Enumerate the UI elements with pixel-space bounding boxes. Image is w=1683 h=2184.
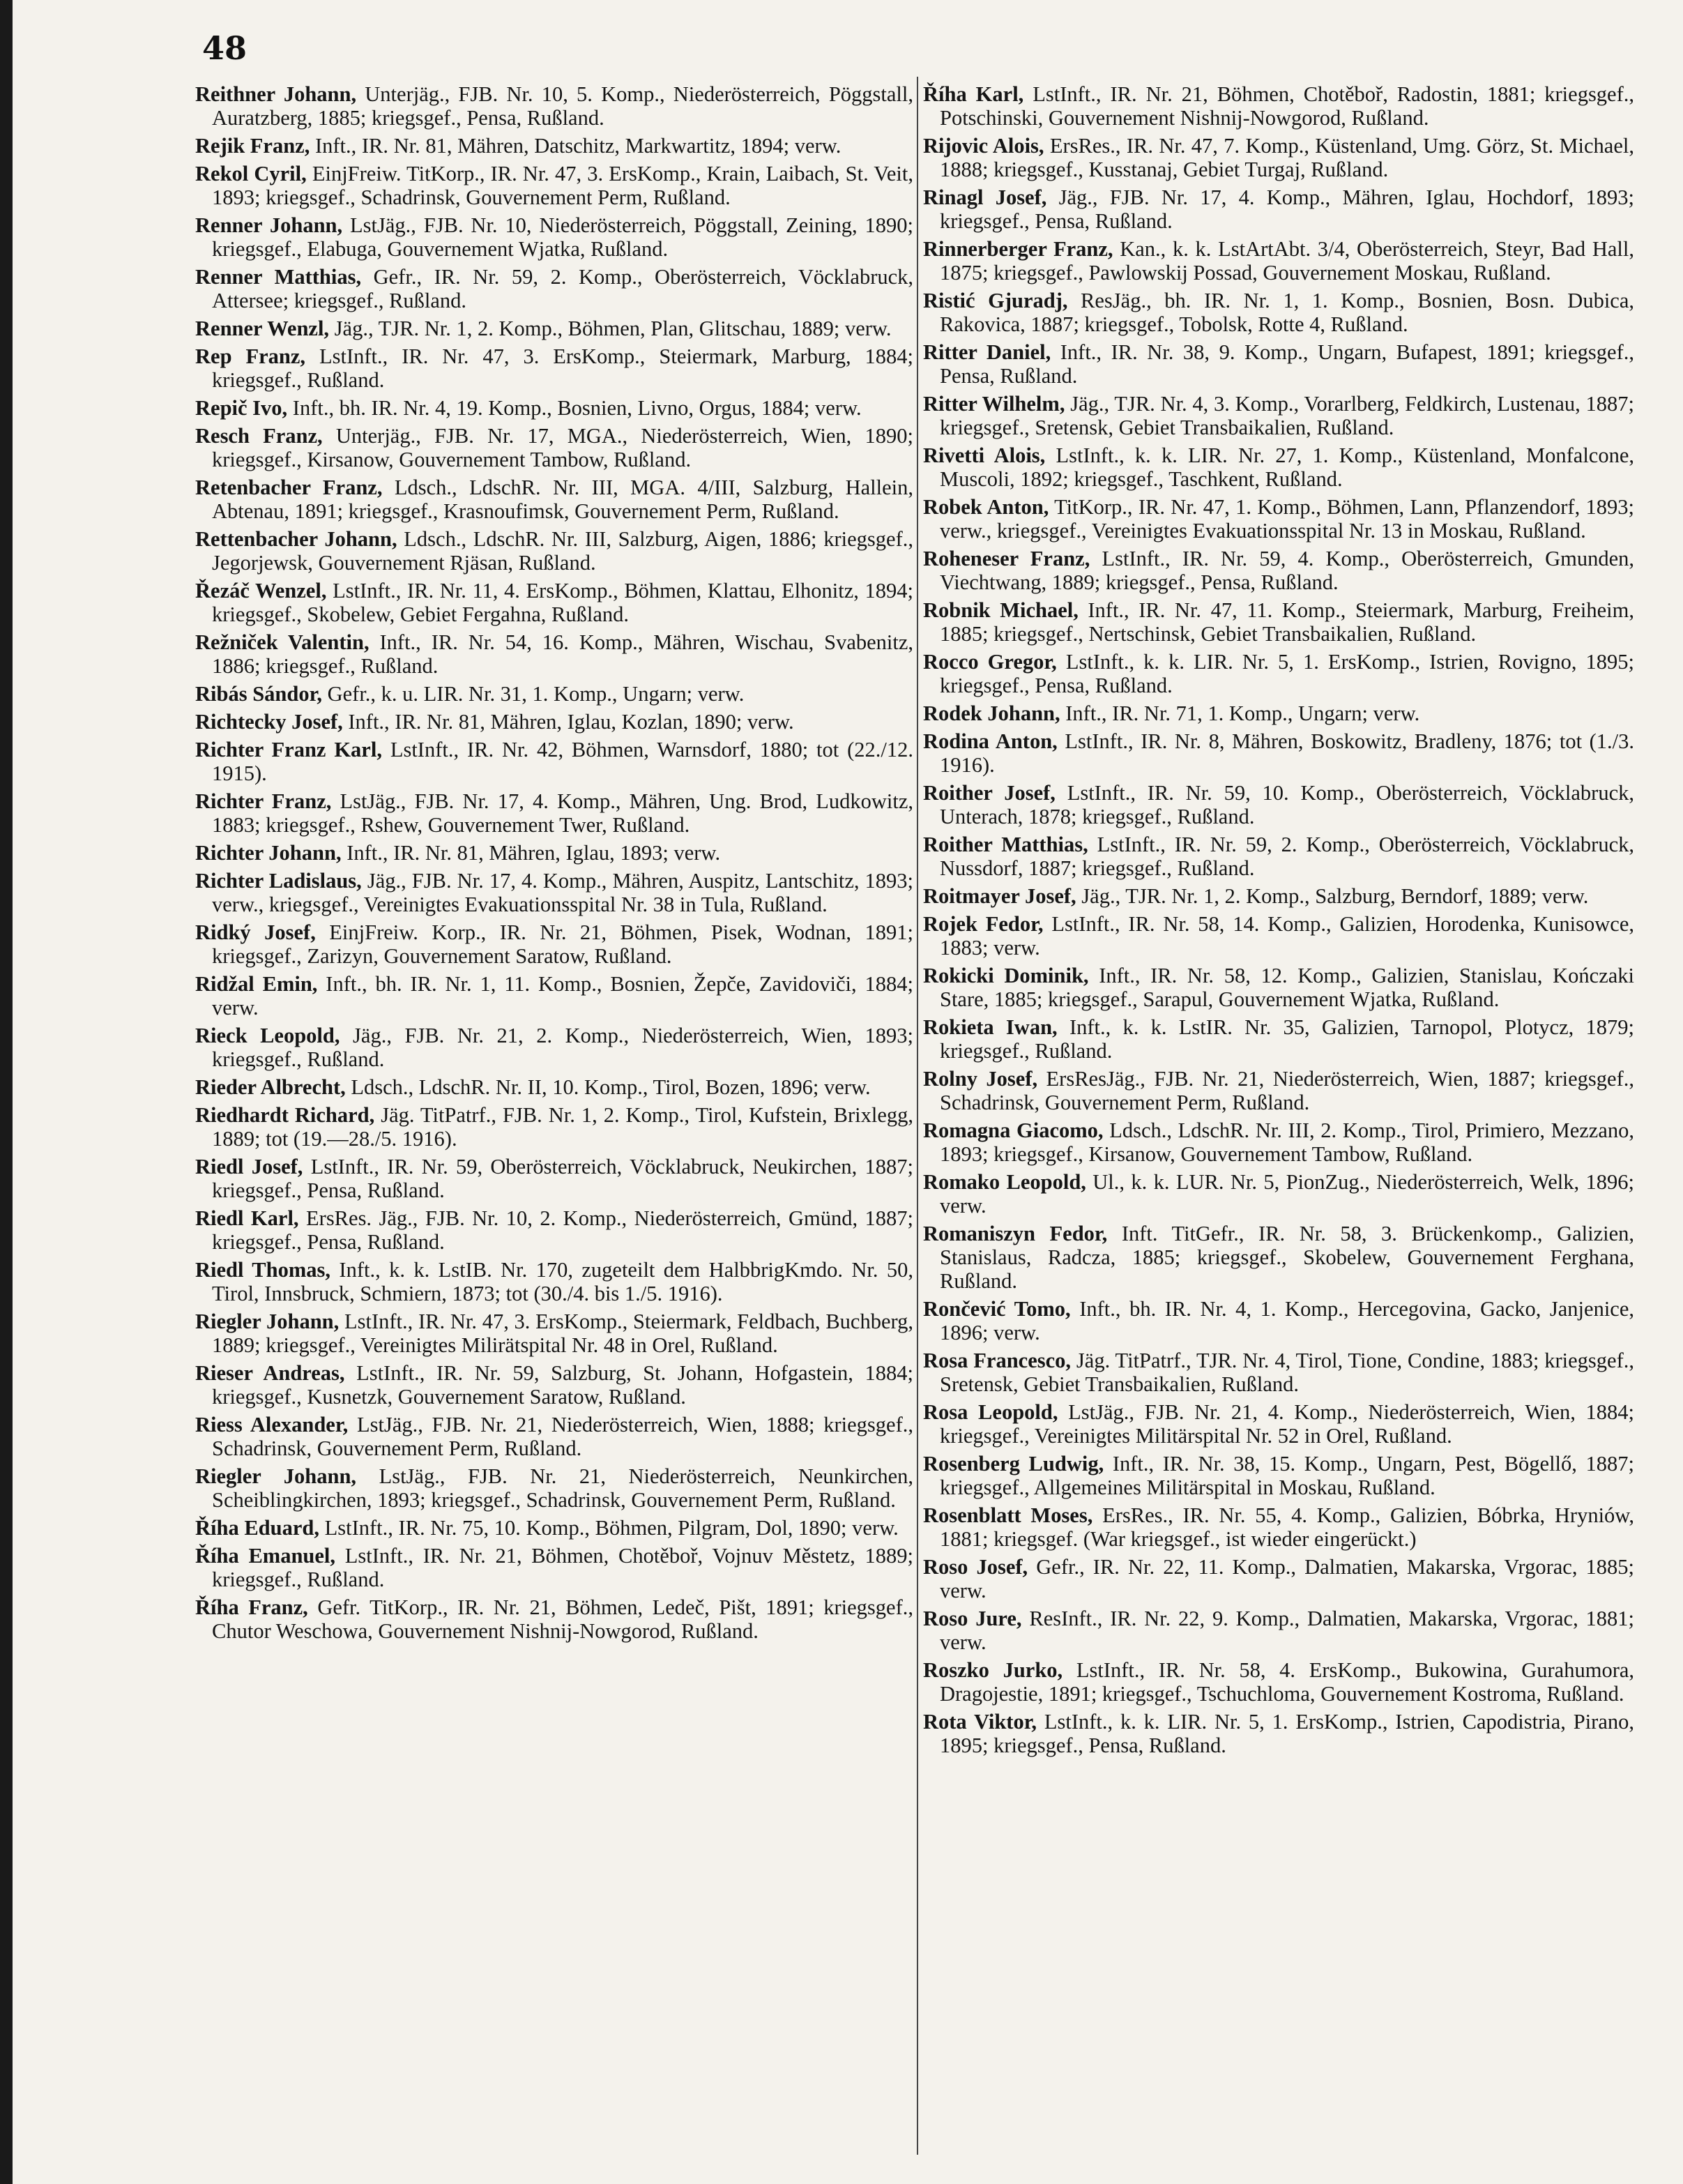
entry-details: EinjFreiw. Korp., IR. Nr. 21, Böhmen, Pisek, Wodnan, 1891; kriegsgef., Zarizyn, Gouvernement Saratow, Rußland. — [212, 920, 913, 968]
entry-name: Ridký Josef, — [195, 920, 316, 944]
entry-details: Inft., bh. IR. Nr. 4, 19. Komp., Bosnien, Livno, Orgus, 1884; verw. — [287, 396, 862, 420]
entry-details: LstInft., IR. Nr. 59, Oberösterreich, Vöcklabruck, Neukirchen, 1887; kriegsgef., Pensa, Rußland. — [212, 1155, 913, 1202]
entry-details: LstInft., IR. Nr. 21, Böhmen, Chotěboř, Vojnuv Městetz, 1889; kriegsgef., Rußland. — [212, 1544, 913, 1591]
list-item — [923, 1297, 1634, 1344]
list-item — [195, 265, 913, 312]
entry-details: LstJäg., FJB. Nr. 10, Niederösterreich, Pöggstall, Zeining, 1890; kriegsgef., Elabuga, Gouvernement Wjatka, Rußland. — [212, 213, 913, 261]
entry-details: Ldsch., LdschR. Nr. III, MGA. 4/III, Salzburg, Hallein, Abtenau, 1891; kriegsgef., Krasnoufimsk, Gouvernement Perm, Rußland. — [212, 476, 913, 523]
entry-name: Roso Josef, — [923, 1555, 1028, 1579]
list-item — [923, 1452, 1634, 1499]
list-item — [195, 1464, 913, 1512]
entry-details: Kan., k. k. LstArtAbt. 3/4, Oberösterreich, Steyr, Bad Hall, 1875; kriegsgef., Pawlowskij Possad, Gouvernement Moskau, Rußland. — [940, 237, 1634, 285]
list-item — [195, 972, 913, 1019]
entry-name: Rivetti Alois, — [923, 443, 1046, 467]
entry-details: Gefr., IR. Nr. 22, 11. Komp., Dalmatien, Makarska, Vrgorac, 1885; verw. — [940, 1555, 1635, 1602]
list-item — [195, 344, 913, 392]
entry-name: Roitmayer Josef, — [923, 884, 1076, 908]
list-item — [195, 213, 913, 261]
entry-name: Rejik Franz, — [195, 134, 310, 158]
list-item — [195, 1024, 913, 1071]
entry-details: Inft., bh. IR. Nr. 1, 11. Komp., Bosnien, Žepče, Zavidoviči, 1884; verw. — [212, 972, 913, 1019]
entry-details: LstInft., IR. Nr. 75, 10. Komp., Böhmen, Pilgram, Dol, 1890; verw. — [319, 1516, 899, 1540]
entry-name: Rijovic Alois, — [923, 134, 1044, 158]
entry-name: Rep Franz, — [195, 344, 306, 368]
entry-name: Reithner Johann, — [195, 82, 357, 106]
entry-details: Unterjäg., FJB. Nr. 17, MGA., Niederösterreich, Wien, 1890; kriegsgef., Kirsanow, Gouvernement Tambow, Rußland. — [212, 424, 913, 471]
list-item — [923, 185, 1634, 233]
list-item — [195, 476, 913, 523]
entry-name: Režniček Valentin, — [195, 630, 370, 654]
list-item — [195, 1075, 913, 1099]
list-item — [923, 729, 1634, 777]
entry-details: TitKorp., IR. Nr. 47, 1. Komp., Böhmen, Lann, Pflanzendorf, 1893; verw., kriegsgef., Vereinigtes Evakuationsspital Nr. 13 in Moskau, Rußland. — [940, 495, 1634, 543]
entry-details: LstInft., IR. Nr. 59, 10. Komp., Oberösterreich, Vöcklabruck, Unterach, 1878; kriegsgef., Rußland. — [940, 781, 1634, 828]
entry-details: Gefr. TitKorp., IR. Nr. 21, Böhmen, Ledeč, Pišt, 1891; kriegsgef., Chutor Weschowa, Gouvernement Nishnij-Nowgorod, Rußland. — [212, 1595, 913, 1643]
entry-details: EinjFreiw. TitKorp., IR. Nr. 47, 3. ErsKomp., Krain, Laibach, St. Veit, 1893; kriegsgef., Schadrinsk, Gouvernement Perm, Rußland. — [212, 162, 913, 209]
entry-name: Rieder Albrecht, — [195, 1075, 346, 1099]
list-item — [195, 579, 913, 626]
entry-details: LstJäg., FJB. Nr. 21, Niederösterreich, Neunkirchen, Scheiblingkirchen, 1893; kriegsgef., Schadrinsk, Gouvernement Perm, Rußland. — [212, 1464, 913, 1512]
entry-details: LstInft., IR. Nr. 58, 14. Komp., Galizien, Horodenka, Kunisowce, 1883; verw. — [940, 912, 1634, 960]
entry-name: Rolny Josef, — [923, 1067, 1038, 1091]
list-item — [923, 702, 1634, 725]
list-item — [923, 884, 1634, 908]
list-item — [195, 134, 913, 158]
entry-name: Riegler Johann, — [195, 1310, 340, 1333]
entry-details: LstInft., k. k. LIR. Nr. 27, 1. Komp., Küstenland, Monfalcone, Muscoli, 1892; kriegsgef., Taschkent, Rußland. — [940, 443, 1634, 491]
entry-name: Říha Eduard, — [195, 1516, 319, 1540]
list-item — [923, 1658, 1634, 1706]
entry-name: Ribás Sándor, — [195, 682, 322, 706]
entry-details: ErsRes., IR. Nr. 55, 4. Komp., Galizien, Bóbrka, Hryniów, 1881; kriegsgef. (War kriegsgef., ist wieder eingerückt.) — [940, 1503, 1634, 1551]
entry-name: Rota Viktor, — [923, 1710, 1037, 1734]
entry-details: LstInft., IR. Nr. 47, 3. ErsKomp., Steiermark, Marburg, 1884; kriegsgef., Rußland. — [212, 344, 913, 392]
list-item — [195, 1544, 913, 1591]
list-item — [923, 1349, 1634, 1396]
entry-details: Jäg., TJR. Nr. 1, 2. Komp., Salzburg, Berndorf, 1889; verw. — [1076, 884, 1589, 908]
list-item — [923, 392, 1634, 439]
list-item — [195, 630, 913, 678]
entry-details: Inft., IR. Nr. 38, 9. Komp., Ungarn, Bufapest, 1891; kriegsgef., Pensa, Rußland. — [940, 340, 1634, 388]
entry-name: Riedl Thomas, — [195, 1258, 331, 1282]
entry-details: Inft., k. k. LstIB. Nr. 170, zugeteilt dem HalbbrigKmdo. Nr. 50, Tirol, Innsbruck, Schmiern, 1873; tot (30./4. bis 1./5. 1916). — [212, 1258, 913, 1305]
list-item — [923, 833, 1634, 880]
entry-name: Roszko Jurko, — [923, 1658, 1063, 1682]
entry-name: Rončević Tomo, — [923, 1297, 1071, 1321]
entry-details: ErsResJäg., FJB. Nr. 21, Niederösterreich, Wien, 1887; kriegsgef., Schadrinsk, Gouvernement Perm, Rußland. — [940, 1067, 1634, 1114]
list-item — [923, 237, 1634, 285]
entry-details: LstInft., IR. Nr. 42, Böhmen, Warnsdorf, 1880; tot (22./12. 1915). — [212, 738, 913, 785]
entry-name: Rieck Leopold, — [195, 1024, 340, 1047]
entry-name: Richtecky Josef, — [195, 710, 343, 734]
entry-details: Gefr., IR. Nr. 59, 2. Komp., Oberösterreich, Vöcklabruck, Attersee; kriegsgef., Rußland. — [212, 265, 914, 312]
list-item — [923, 1067, 1634, 1114]
entry-name: Robek Anton, — [923, 495, 1049, 519]
list-item — [923, 1118, 1634, 1166]
entry-details: LstInft., k. k. LIR. Nr. 5, 1. ErsKomp., Istrien, Rovigno, 1895; kriegsgef., Pensa, Rußland. — [940, 650, 1634, 697]
entry-name: Říha Franz, — [195, 1595, 308, 1619]
entry-details: ErsRes., IR. Nr. 47, 7. Komp., Küstenland, Umg. Görz, St. Michael, 1888; kriegsgef., Kusstanaj, Gebiet Turgaj, Rußland. — [940, 134, 1634, 181]
entry-details: ErsRes. Jäg., FJB. Nr. 10, 2. Komp., Niederösterreich, Gmünd, 1887; kriegsgef., Pensa, Rußland. — [212, 1206, 914, 1254]
entry-name: Rodina Anton, — [923, 729, 1058, 753]
page-number: 48 — [202, 29, 247, 67]
entry-details: LstInft., IR. Nr. 58, 4. ErsKomp., Bukowina, Gurahumora, Dragojestie, 1891; kriegsgef., Tschuchloma, Gouvernement Kostroma, Rußland. — [940, 1658, 1635, 1706]
list-item — [195, 317, 913, 340]
entry-details: Inft., IR. Nr. 81, Mähren, Datschitz, Markwartitz, 1894; verw. — [310, 134, 842, 158]
entry-name: Riedhardt Richard, — [195, 1103, 375, 1127]
entry-details: Jäg., FJB. Nr. 17, 4. Komp., Mähren, Auspitz, Lantschitz, 1893; verw., kriegsgef., Vereinigtes Evakuationsspital Nr. 38 in Tula, Rußland. — [212, 869, 914, 916]
list-item — [923, 912, 1634, 960]
list-item — [923, 1503, 1634, 1551]
entry-name: Roso Jure, — [923, 1607, 1022, 1630]
column-divider — [917, 77, 918, 2155]
list-item — [195, 1103, 913, 1151]
list-item — [923, 289, 1634, 336]
list-item — [195, 1258, 913, 1305]
left-column — [195, 82, 913, 1647]
entry-name: Renner Wenzl, — [195, 317, 330, 340]
list-item — [923, 1015, 1634, 1063]
entry-details: Jäg., TJR. Nr. 4, 3. Komp., Vorarlberg, Feldkirch, Lustenau, 1887; kriegsgef., Sretensk, Gebiet Transbaikalien, Rußland. — [940, 392, 1634, 439]
list-item — [923, 1710, 1634, 1757]
entry-name: Rodek Johann, — [923, 702, 1060, 725]
entry-name: Rosenberg Ludwig, — [923, 1452, 1104, 1476]
entry-details: Inft., IR. Nr. 81, Mähren, Iglau, 1893; verw. — [341, 841, 721, 865]
entry-details: LstInft., IR. Nr. 8, Mähren, Boskowitz, Bradleny, 1876; tot (1./3. 1916). — [940, 729, 1634, 777]
list-item — [195, 1310, 913, 1357]
entry-name: Rinagl Josef, — [923, 185, 1047, 209]
entry-details: Inft., bh. IR. Nr. 4, 1. Komp., Hercegovina, Gacko, Janjenice, 1896; verw. — [940, 1297, 1634, 1344]
entry-name: Rieser Andreas, — [195, 1361, 345, 1385]
entry-details: Ldsch., LdschR. Nr. III, Salzburg, Aigen, 1886; kriegsgef., Jegorjewsk, Gouvernement Rjäsan, Rußland. — [212, 527, 913, 575]
entry-name: Riedl Josef, — [195, 1155, 303, 1178]
entry-name: Říha Karl, — [923, 82, 1024, 106]
list-item — [923, 134, 1634, 181]
list-item — [923, 964, 1634, 1011]
entry-name: Richter Johann, — [195, 841, 342, 865]
entry-details: LstInft., IR. Nr. 59, Salzburg, St. Johann, Hofgastein, 1884; kriegsgef., Kusnetzk, Gouvernement Saratow, Rußland. — [212, 1361, 913, 1409]
list-item — [195, 527, 913, 575]
entry-details: Inft., k. k. LstIR. Nr. 35, Galizien, Tarnopol, Plotycz, 1879; kriegsgef., Rußland. — [940, 1015, 1635, 1063]
entry-details: LstInft., k. k. LIR. Nr. 5, 1. ErsKomp., Istrien, Capodistria, Pirano, 1895; kriegsgef., Pensa, Rußland. — [940, 1710, 1634, 1757]
entry-details: Gefr., k. u. LIR. Nr. 31, 1. Komp., Ungarn; verw. — [321, 682, 745, 706]
entry-name: Rosa Francesco, — [923, 1349, 1072, 1372]
entry-name: Ridžal Emin, — [195, 972, 318, 996]
list-item — [195, 1413, 913, 1460]
entry-name: Rettenbacher Johann, — [195, 527, 397, 551]
list-item — [195, 396, 913, 420]
list-item — [923, 1607, 1634, 1654]
entry-name: Roither Matthias, — [923, 833, 1088, 856]
entry-details: LstInft., IR. Nr. 59, 4. Komp., Oberösterreich, Gmunden, Viechtwang, 1889; kriegsgef., Pensa, Rußland. — [940, 547, 1634, 594]
entry-name: Ritter Wilhelm, — [923, 392, 1065, 416]
entry-name: Rekol Cyril, — [195, 162, 307, 185]
entry-details: LstJäg., FJB. Nr. 17, 4. Komp., Mähren, Ung. Brod, Ludkowitz, 1883; kriegsgef., Rshew, Gouvernement Twer, Rußland. — [212, 789, 913, 837]
entry-name: Resch Franz, — [195, 424, 323, 448]
document-page — [13, 0, 1683, 2184]
entry-details: Ul., k. k. LUR. Nr. 5, PionZug., Niederösterreich, Welk, 1896; verw. — [940, 1170, 1634, 1218]
list-item — [195, 920, 913, 968]
entry-details: Jäg. TitPatrf., FJB. Nr. 1, 2. Komp., Tirol, Kufstein, Brixlegg, 1889; tot (19.—28./5. 1916). — [212, 1103, 913, 1151]
list-item — [195, 710, 913, 734]
entry-name: Ritter Daniel, — [923, 340, 1051, 364]
entry-details: ResJäg., bh. IR. Nr. 1, 1. Komp., Bosnien, Bosn. Dubica, Rakovica, 1887; kriegsgef., Tobolsk, Rotte 4, Rußland. — [940, 289, 1634, 336]
list-item — [923, 650, 1634, 697]
entry-name: Říha Emanuel, — [195, 1544, 336, 1568]
entry-name: Rocco Gregor, — [923, 650, 1057, 674]
entry-details: LstJäg., FJB. Nr. 21, Niederösterreich, Wien, 1888; kriegsgef., Schadrinsk, Gouvernement Perm, Rußland. — [212, 1413, 913, 1460]
entry-name: Riess Alexander, — [195, 1413, 349, 1436]
list-item — [195, 424, 913, 471]
entry-name: Rosa Leopold, — [923, 1400, 1058, 1424]
list-item — [923, 443, 1634, 491]
entry-details: Jäg., FJB. Nr. 17, 4. Komp., Mähren, Iglau, Hochdorf, 1893; kriegsgef., Pensa, Rußland. — [940, 185, 1635, 233]
entry-name: Romagna Giacomo, — [923, 1118, 1104, 1142]
entry-details: Jäg. TitPatrf., TJR. Nr. 4, Tirol, Tione, Condine, 1883; kriegsgef., Sretensk, Gebiet Transbaikalien, Rußland. — [940, 1349, 1634, 1396]
entry-name: Richter Franz Karl, — [195, 738, 382, 761]
entry-name: Romako Leopold, — [923, 1170, 1086, 1194]
entry-name: Richter Franz, — [195, 789, 332, 813]
entry-name: Riedl Karl, — [195, 1206, 299, 1230]
entry-details: LstInft., IR. Nr. 21, Böhmen, Chotěboř, Radostin, 1881; kriegsgef., Potschinski, Gouvernement Nishnij-Nowgorod, Rußland. — [940, 82, 1635, 130]
entry-details: Ldsch., LdschR. Nr. III, 2. Komp., Tirol, Primiero, Mezzano, 1893; kriegsgef., Kirsanow, Gouvernement Tambow, Rußland. — [940, 1118, 1634, 1166]
list-item — [195, 1361, 913, 1409]
entry-details: Inft. TitGefr., IR. Nr. 58, 3. Brückenkomp., Galizien, Stanislaus, Radcza, 1885; kriegsgef., Skobelew, Gouvernement Ferghana, Rußland. — [940, 1222, 1635, 1293]
list-item — [195, 162, 913, 209]
list-item — [195, 1206, 913, 1254]
entry-name: Riegler Johann, — [195, 1464, 357, 1488]
list-item — [195, 1516, 913, 1540]
list-item — [923, 1222, 1634, 1293]
list-item — [923, 82, 1634, 130]
entry-name: Richter Ladislaus, — [195, 869, 362, 893]
entry-details: Inft., IR. Nr. 54, 16. Komp., Mähren, Wischau, Svabenitz, 1886; kriegsgef., Rußland. — [212, 630, 913, 678]
list-item — [923, 1555, 1634, 1602]
entry-details: Inft., IR. Nr. 81, Mähren, Iglau, Kozlan, 1890; verw. — [342, 710, 794, 734]
right-column — [923, 82, 1634, 1761]
entry-name: Ristić Gjuradj, — [923, 289, 1068, 312]
entry-details: LstInft., IR. Nr. 59, 2. Komp., Oberösterreich, Vöcklabruck, Nussdorf, 1887; kriegsgef., Rußland. — [940, 833, 1634, 880]
list-item — [195, 789, 913, 837]
entry-details: LstInft., IR. Nr. 47, 3. ErsKomp., Steiermark, Feldbach, Buchberg, 1889; kriegsgef., Vereinigtes Milirätspital Nr. 48 in Orel, Rußland. — [212, 1310, 913, 1357]
entry-name: Repič Ivo, — [195, 396, 288, 420]
list-item — [923, 547, 1634, 594]
entry-details: Ldsch., LdschR. Nr. II, 10. Komp., Tirol, Bozen, 1896; verw. — [345, 1075, 871, 1099]
list-item — [923, 598, 1634, 646]
list-item — [923, 781, 1634, 828]
entry-details: LstJäg., FJB. Nr. 21, 4. Komp., Niederösterreich, Wien, 1884; kriegsgef., Vereinigtes Militärspital Nr. 52 in Orel, Rußland. — [940, 1400, 1634, 1448]
list-item — [923, 340, 1634, 388]
entry-name: Rojek Fedor, — [923, 912, 1044, 936]
entry-name: Rinnerberger Franz, — [923, 237, 1113, 261]
entry-details: Jäg., FJB. Nr. 21, 2. Komp., Niederösterreich, Wien, 1893; kriegsgef., Rußland. — [212, 1024, 913, 1071]
list-item — [195, 682, 913, 706]
list-item — [923, 1400, 1634, 1448]
entry-name: Roither Josef, — [923, 781, 1056, 805]
entry-details: Inft., IR. Nr. 38, 15. Komp., Ungarn, Pest, Bögellő, 1887; kriegsgef., Allgemeines Militärspital in Moskau, Rußland. — [940, 1452, 1634, 1499]
list-item — [923, 1170, 1634, 1218]
entry-details: ResInft., IR. Nr. 22, 9. Komp., Dalmatien, Makarska, Vrgorac, 1881; verw. — [940, 1607, 1634, 1654]
entry-details: Inft., IR. Nr. 47, 11. Komp., Steiermark, Marburg, Freiheim, 1885; kriegsgef., Nertschinsk, Gebiet Transbaikalien, Rußland. — [940, 598, 1634, 646]
list-item — [195, 841, 913, 865]
entry-name: Romaniszyn Fedor, — [923, 1222, 1108, 1245]
entry-details: Inft., IR. Nr. 71, 1. Komp., Ungarn; verw. — [1060, 702, 1420, 725]
list-item — [195, 738, 913, 785]
entry-name: Renner Matthias, — [195, 265, 362, 289]
entry-name: Retenbacher Franz, — [195, 476, 383, 499]
entry-details: Jäg., TJR. Nr. 1, 2. Komp., Böhmen, Plan, Glitschau, 1889; verw. — [329, 317, 892, 340]
entry-name: Rokieta Iwan, — [923, 1015, 1058, 1039]
entry-details: LstInft., IR. Nr. 11, 4. ErsKomp., Böhmen, Klattau, Elhonitz, 1894; kriegsgef., Skobelew, Gebiet Fergahna, Rußland. — [212, 579, 913, 626]
entry-name: Řezáč Wenzel, — [195, 579, 327, 602]
entry-name: Roheneser Franz, — [923, 547, 1090, 570]
list-item — [195, 1155, 913, 1202]
list-item — [195, 1595, 913, 1643]
entry-name: Renner Johann, — [195, 213, 343, 237]
entry-name: Rokicki Dominik, — [923, 964, 1089, 987]
entry-name: Robnik Michael, — [923, 598, 1079, 622]
entry-details: Inft., IR. Nr. 58, 12. Komp., Galizien, Stanislau, Kończaki Stare, 1885; kriegsgef., Sarapul, Gouvernement Wjatka, Rußland. — [940, 964, 1634, 1011]
entry-name: Rosenblatt Moses, — [923, 1503, 1093, 1527]
list-item — [923, 495, 1634, 543]
entry-details: Unterjäg., FJB. Nr. 10, 5. Komp., Niederösterreich, Pöggstall, Auratzberg, 1885; kriegsgef., Pensa, Rußland. — [212, 82, 913, 130]
list-item — [195, 82, 913, 130]
list-item — [195, 869, 913, 916]
